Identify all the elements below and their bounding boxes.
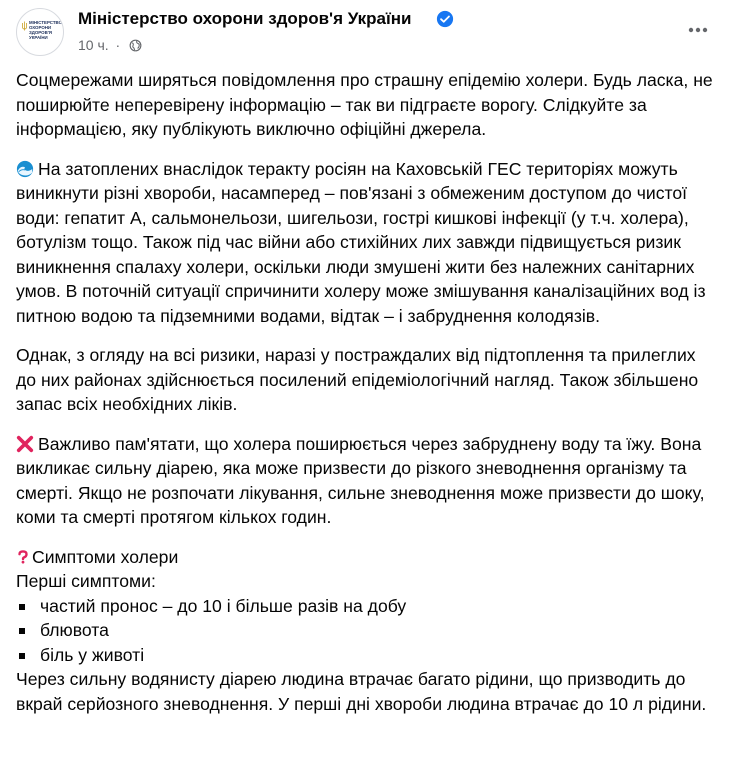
- bullet-square-icon: [19, 628, 25, 634]
- post-header: [16, 0, 716, 60]
- symptoms-heading-text: Симптоми холери: [32, 546, 179, 567]
- red-question-icon: [16, 548, 30, 566]
- meta-separator: ·: [115, 37, 121, 54]
- verified-badge-icon: [436, 10, 454, 28]
- post-paragraph: [16, 157, 716, 329]
- post-paragraph: Соцмережами ширяться повідомлення про страшну епідемію холери. Будь ласка, не поширюйте неперевірену інформацію – так ви підграєте ворогу. Слідкуйте за інформацією, яку публікують виключно офіційні джерела.: [16, 70, 713, 139]
- list-item-text: частий пронос – до 10 і більше разів на добу: [40, 595, 407, 616]
- list-item: [16, 643, 716, 668]
- wave-icon: [16, 160, 34, 178]
- paragraph-text: Важливо пам'ятати, що холера поширюється через забруднену воду та їжу. Вона викликає сильну діарею, яка може призвести до різкого зневоднення організму та смерті. Якщо не розпочати лікування, сильне зневоднення може призвести до шоку, коми та смерті протягом кількох годин.: [16, 433, 705, 527]
- more-options-icon: [680, 12, 716, 48]
- post-meta: [78, 36, 142, 54]
- list-item: [16, 594, 716, 619]
- bullet-square-icon: [19, 604, 25, 610]
- list-item-text: біль у животі: [40, 644, 145, 665]
- paragraph-text: На затоплених внаслідок теракту росіян на Каховській ГЕС територіях можуть виникнути різні хвороби, насамперед – пов'язані з обмеженим доступом до чистої води: гепатит А, сальмонельози, шигельози, гострі кишкові інфекції (у т.ч. холера), ботулізм тощо. Також під час війни або стихійних лих завжди підвищується ризик виникнення спалаху холери, оскільки люди змушені жити без належних санітарних умов. В поточній ситуації спричинити холеру може змішування каналізаційних вод із питною водою та підземними водами, відтак – і забруднення колодязів.: [16, 158, 706, 326]
- globe-icon[interactable]: [129, 39, 142, 52]
- symptoms-heading: [16, 545, 716, 570]
- post-time-link[interactable]: 10 ч.: [78, 37, 109, 54]
- list-item: [16, 618, 716, 643]
- post-paragraph: Через сильну водянисту діарею людина втрачає багато рідини, що призводить до вкрай серйозного зневоднення. У перші дні хвороби людина втрачає до 10 л рідини.: [16, 669, 707, 714]
- first-symptoms-label: Перші симптоми:: [16, 571, 156, 591]
- red-cross-icon: [16, 435, 34, 453]
- avatar[interactable]: [16, 8, 64, 56]
- bullet-square-icon: [19, 653, 25, 659]
- symptoms-list: [16, 594, 716, 668]
- post-paragraph: [16, 432, 716, 530]
- trident-icon: [22, 21, 27, 31]
- post-body: [16, 68, 716, 716]
- list-item-text: блювота: [40, 620, 109, 640]
- page-name-link[interactable]: Міністерство охорони здоров'я України: [78, 9, 412, 28]
- more-options-button[interactable]: [680, 12, 716, 48]
- avatar-text: МІНІСТЕРСТВО ОХОРОНИ ЗДОРОВ'Я УКРАЇНИ: [29, 20, 62, 40]
- post-paragraph: Однак, з огляду на всі ризики, наразі у постраждалих від підтоплення та прилеглих до них районах здійснюється посилений епідеміологічний нагляд. Також збільшено запас всіх необхідних ліків.: [16, 345, 699, 414]
